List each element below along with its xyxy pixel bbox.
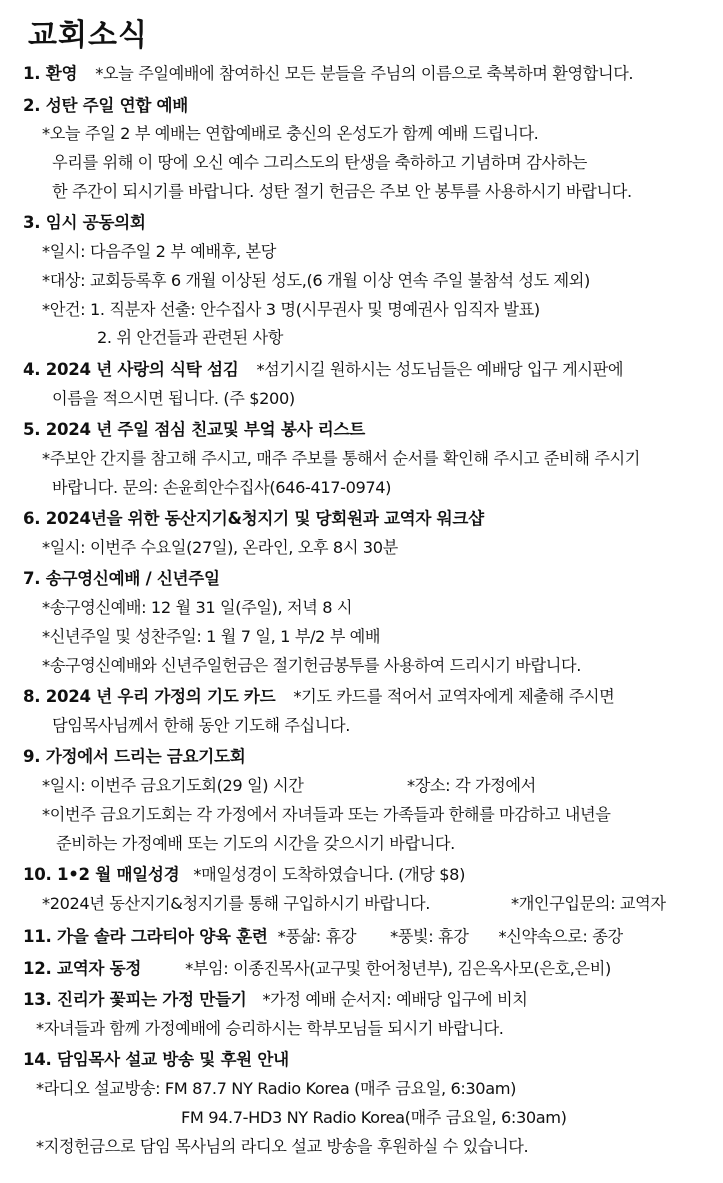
item-line: *부임: 이종진목사(교구및 한어청년부), 김은옥사모(은호,은비) <box>185 959 611 978</box>
item-heading: 13. 진리가 꽃피는 가정 만들기 <box>23 990 247 1009</box>
item-heading: 2. 성탄 주일 연합 예배 <box>23 96 188 115</box>
item-line: *대상: 교회등록후 6 개월 이상된 성도,(6 개월 이상 연속 주일 불참석 성도 제외) <box>42 271 590 290</box>
item-line: 담임목사님께서 한해 동안 기도해 주십니다. <box>52 716 350 735</box>
item-heading: 11. 가을 솔라 그라티아 양육 훈련 <box>23 927 268 946</box>
item-line: 바랍니다. 문의: 손윤희안수집사(646-417-0974) <box>52 478 392 497</box>
item-heading: 5. 2024 년 주일 점심 친교및 부엌 봉사 리스트 <box>23 420 365 439</box>
item-line: *신년주일 및 성찬주일: 1 월 7 일, 1 부/2 부 예배 <box>42 627 381 646</box>
item-heading: 8. 2024 년 우리 가정의 기도 카드 <box>23 687 276 706</box>
item-line: *풍삶: 휴강 <box>277 927 357 946</box>
item-line: 이름을 적으시면 됩니다. (주 $200) <box>52 389 295 408</box>
item-line: *오늘 주일 2 부 예배는 연합예배로 충신의 온성도가 함께 예배 드립니다. <box>42 124 539 143</box>
item-heading: 9. 가정에서 드리는 금요기도회 <box>23 747 246 766</box>
news-item-8 <box>23 685 614 709</box>
item-line: *개인구입문의: 교역자 <box>511 894 666 913</box>
news-item-11 <box>23 925 623 949</box>
item-heading: 3. 임시 공동의회 <box>23 213 146 232</box>
item-heading: 4. 2024 년 사랑의 식탁 섬김 <box>23 360 239 379</box>
item-line: *라디오 설교방송: FM 87.7 NY Radio Korea (매주 금요일, 6:30am) <box>36 1079 517 1098</box>
page-title: 교회소식 <box>28 18 148 53</box>
news-item-13 <box>23 988 527 1012</box>
news-item-12 <box>23 957 611 981</box>
news-item-4 <box>23 358 623 382</box>
item-heading: 1. 환영 <box>23 64 78 83</box>
item-line: 2. 위 안건들과 관련된 사항 <box>97 328 283 347</box>
item-line: *주보안 간지를 참고해 주시고, 매주 주보를 통해서 순서를 확인해 주시고 준비해 주시기 <box>42 449 640 468</box>
item-heading: 6. 2024년을 위한 동산지기&청지기 및 당회원과 교역자 워크샵 <box>23 509 484 528</box>
item-line: 준비하는 가정예배 또는 기도의 시간을 갖으시기 바랍니다. <box>56 834 455 853</box>
item-line: 한 주간이 되시기를 바랍니다. 성탄 절기 헌금은 주보 안 봉투를 사용하시기 바랍니다. <box>52 182 632 201</box>
item-line: *풍빛: 휴강 <box>390 927 469 946</box>
item-line: *송구영신예배: 12 월 31 일(주일), 저녁 8 시 <box>42 598 353 617</box>
item-heading: 7. 송구영신예배 / 신년주일 <box>23 569 220 588</box>
item-heading: 12. 교역자 동정 <box>23 959 142 978</box>
item-line: *가정 예배 순서지: 예배당 입구에 비치 <box>262 990 528 1009</box>
item-heading: 14. 담임목사 설교 방송 및 후원 안내 <box>23 1050 289 1069</box>
item-line: *장소: 각 가정에서 <box>407 776 536 795</box>
item-line: *이번주 금요기도회는 각 가정에서 자녀들과 또는 가족들과 한해를 마감하고 내년을 <box>42 805 611 824</box>
item-heading: 10. 1•2 월 매일성경 <box>23 865 180 884</box>
item-line: *일시: 이번주 금요기도회(29 일) 시간 <box>42 776 304 795</box>
item-line: *오늘 주일예배에 참여하신 모든 분들을 주님의 이름으로 축복하며 환영합니다. <box>95 64 634 83</box>
item-line: *일시: 이번주 수요일(27일), 온라인, 오후 8시 30분 <box>42 538 398 557</box>
item-line: *2024년 동산지기&청지기를 통해 구입하시기 바랍니다. <box>42 894 430 913</box>
news-item-10 <box>23 863 465 887</box>
item-line: *매일성경이 도착하였습니다. (개당 $8) <box>193 865 465 884</box>
item-line: *섬기시길 원하시는 성도님들은 예배당 입구 게시판에 <box>256 360 624 379</box>
item-line: 우리를 위해 이 땅에 오신 예수 그리스도의 탄생을 축하하고 기념하며 감사하는 <box>52 153 588 172</box>
item-line: *일시: 다음주일 2 부 예배후, 본당 <box>42 242 276 261</box>
news-item-1 <box>23 62 633 86</box>
item-line: *기도 카드를 적어서 교역자에게 제출해 주시면 <box>293 687 615 706</box>
item-line: FM 94.7-HD3 NY Radio Korea(매주 금요일, 6:30am) <box>181 1108 567 1127</box>
item-line: *자녀들과 함께 가정예배에 승리하시는 학부모님들 되시기 바랍니다. <box>36 1019 504 1038</box>
item-line: *안건: 1. 직분자 선출: 안수집사 3 명(시무권사 및 명예권사 임직자 발표) <box>42 300 540 319</box>
item-line: *송구영신예배와 신년주일헌금은 절기헌금봉투를 사용하여 드리시기 바랍니다. <box>42 656 581 675</box>
item-line: *지정헌금으로 담임 목사님의 라디오 설교 방송을 후원하실 수 있습니다. <box>36 1137 529 1156</box>
item-line: *신약속으로: 종강 <box>498 927 623 946</box>
